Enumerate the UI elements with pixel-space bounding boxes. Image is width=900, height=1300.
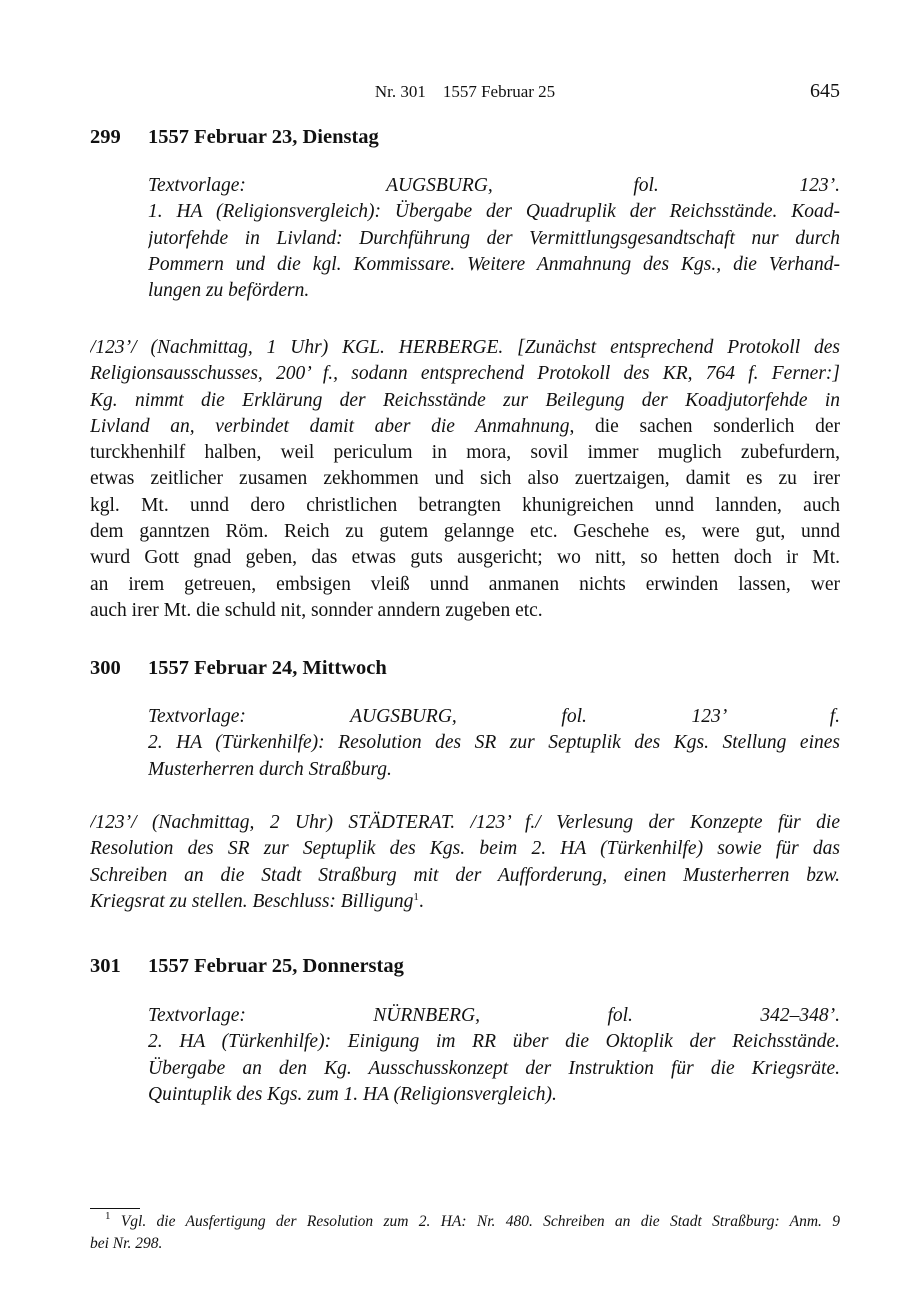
text-line	[90, 810, 840, 836]
text-line	[148, 226, 840, 252]
running-head	[90, 80, 840, 106]
text-segment: kgl. Mt. unnd dero christlichen betrangten khunigreichen unnd lannden, auch	[90, 494, 840, 516]
text-segment: /123’/ (Nachmittag, 1 Uhr) KGL. HERBERGE. [Zunächst entsprechend Protokoll des	[90, 337, 840, 358]
text-line	[90, 863, 840, 889]
entry-body	[90, 810, 840, 915]
text-segment: an irem getreuen, embsigen vleiß unnd anmanen nichts erwinden lassen, wer	[90, 573, 840, 595]
text-segment: Schreiben an die Stadt Straßburg mit der Aufforderung, einen Musterherren bzw.	[90, 864, 840, 886]
text-segment: Quintuplik des Kgs. zum 1. HA (Religionsvergleich).	[148, 1083, 557, 1105]
text-segment: auch irer Mt. die schuld nit, sonnder anndern zugeben etc.	[90, 599, 543, 621]
text-segment: dem ganntzen Röm. Reich zu gutem gelannge etc. Geschehe es, were gut, unnd	[90, 521, 840, 543]
entry-date: 1557 Februar 24, Mittwoch	[148, 657, 387, 679]
text-line	[148, 1029, 840, 1055]
text-segment: Kriegsrat zu stellen. Beschluss: Billigung	[90, 890, 414, 912]
text-line	[90, 361, 840, 387]
text-segment: Textvorlage: NÜRNBERG, fol. 342–348’.	[148, 1005, 840, 1026]
text-segment: Musterherren durch Straßburg.	[148, 758, 392, 780]
text-line	[90, 335, 840, 361]
text-line	[90, 388, 840, 414]
text-segment: Resolution des SR zur Septuplik des Kgs. beim 2. HA (Türkenhilfe) sowie für das	[90, 838, 840, 860]
text-line	[148, 199, 840, 225]
entry-number: 300	[90, 657, 121, 679]
text-line	[148, 757, 840, 783]
text-segment: 1. HA (Religionsvergleich): Übergabe der Quadruplik der Reichsstände. Koad-	[148, 201, 840, 223]
footnote-marker: 1	[413, 890, 419, 903]
text-segment: Vgl. die Ausfertigung der Resolution zum 2. HA: Nr. 480. Schreiben an die Stadt Straßburg: Anm. 9	[110, 1213, 840, 1230]
text-segment: bei Nr. 298.	[90, 1235, 163, 1252]
footnote-rule	[90, 1208, 140, 1209]
text-line	[148, 704, 840, 730]
text-segment: Textvorlage: AUGSBURG, fol. 123’.	[148, 175, 840, 196]
text-segment: , die sachen sonderlich der	[569, 415, 840, 437]
text-segment: /123’/ (Nachmittag, 2 Uhr) STÄDTERAT. /123’ f./ Verlesung der Konzepte für die	[90, 812, 840, 833]
entry-heading-301	[90, 955, 404, 978]
text-line	[148, 1003, 840, 1029]
entry-date: 1557 Februar 23, Dienstag	[148, 126, 379, 148]
entry-body	[90, 335, 840, 624]
footnote	[90, 1211, 840, 1255]
entry-date: 1557 Februar 25, Donnerstag	[148, 955, 404, 977]
text-segment: .	[418, 890, 424, 912]
text-line	[148, 173, 840, 199]
text-segment: Übergabe an den Kg. Ausschusskonzept der Instruktion für die Kriegsräte.	[148, 1057, 840, 1079]
text-line	[90, 572, 840, 598]
text-segment: jutorfehde in Livland: Durchführung der Vermittlungsgesandtschaft nur durch	[148, 227, 840, 249]
entry-number: 301	[90, 955, 121, 977]
text-line	[148, 1056, 840, 1082]
text-segment: lungen zu befördern.	[148, 280, 310, 302]
page-number: 645	[810, 80, 840, 102]
text-segment: 2. HA (Türkenhilfe): Einigung im RR über die Oktoplik der Reichsstände.	[148, 1031, 840, 1053]
text-segment: Kg. nimmt die Erklärung der Reichsstände zur Beilegung der Koadjutorfehde in	[90, 389, 840, 411]
text-segment: Livland an, verbindet damit aber die Anmahnung	[90, 415, 570, 437]
text-line	[148, 730, 840, 756]
running-head-title: Nr. 301 1557 Februar 25	[374, 82, 556, 101]
text-segment: etwas zeitlicher zusamen zekhommen und sich also zuertzaigen, damit es zu irer	[90, 468, 840, 490]
text-segment: turckhenhilf halben, weil periculum in mora, sovil immer muglich zubefurdern,	[90, 442, 840, 464]
footnote-marker: 1	[105, 1211, 111, 1222]
entry-summary	[148, 173, 840, 304]
entry-number: 299	[90, 126, 121, 148]
text-line	[148, 252, 840, 278]
text-line	[90, 1211, 840, 1233]
text-line	[90, 889, 840, 915]
entry-summary	[148, 704, 840, 783]
text-segment: Textvorlage: AUGSBURG, fol. 123’ f.	[148, 706, 840, 727]
entry-summary	[148, 1003, 840, 1108]
text-segment: wurd Gott gnad geben, das etwas guts ausgericht; wo nitt, so hetten doch ir Mt.	[90, 547, 840, 569]
text-line	[90, 466, 840, 492]
text-line	[90, 414, 840, 440]
text-line	[90, 545, 840, 571]
text-line	[148, 1082, 840, 1108]
text-segment: Pommern und die kgl. Kommissare. Weitere Anmahnung des Kgs., die Verhand-	[148, 253, 840, 275]
text-line	[148, 278, 840, 304]
text-line	[90, 440, 840, 466]
text-line	[90, 493, 840, 519]
text-segment: Religionsausschusses, 200’ f., sodann entsprechend Protokoll des KR, 764 f. Ferner:]	[90, 363, 840, 385]
text-line	[90, 519, 840, 545]
text-segment: 2. HA (Türkenhilfe): Resolution des SR zur Septuplik des Kgs. Stellung eines	[148, 732, 840, 754]
entry-heading-300	[90, 657, 387, 680]
entry-heading-299	[90, 126, 379, 149]
text-line	[90, 836, 840, 862]
text-line	[90, 598, 840, 624]
text-line	[90, 1233, 840, 1255]
